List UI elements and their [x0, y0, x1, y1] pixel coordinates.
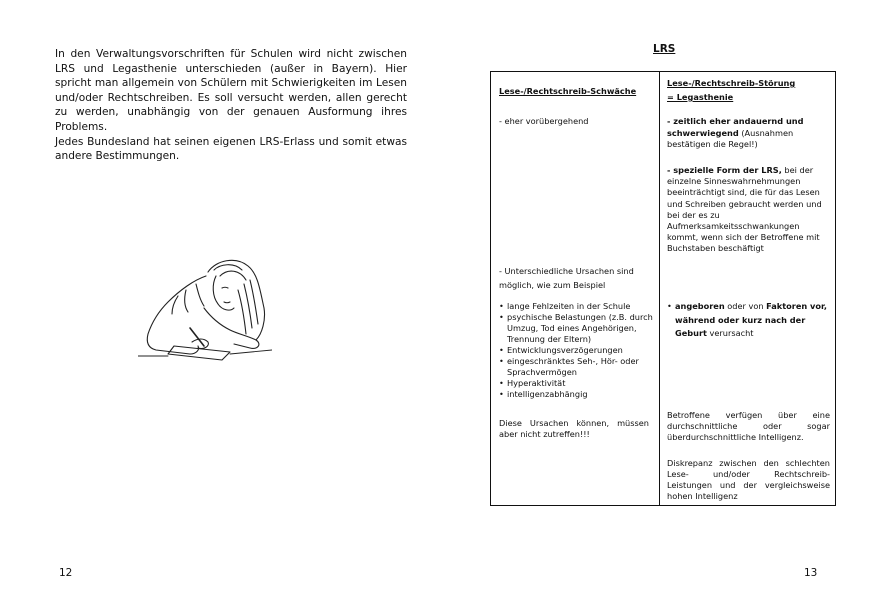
left-point-causes: - Unterschiedliche Ursachen sind möglich, wie zum Beispiel	[499, 266, 634, 290]
left-column-header: Lese-/Rechtschreib-Schwäche	[499, 86, 637, 96]
causes-list	[499, 301, 654, 400]
page-title: LRS	[653, 43, 676, 55]
cause-item: • Entwicklungsverzögerungen	[499, 345, 654, 356]
girl-writing-illustration	[138, 250, 272, 368]
cause-item: • Hyperaktivität	[499, 378, 654, 389]
right-point-special-form-bold: - spezielle Form der LRS,	[667, 165, 782, 175]
right-point-intelligence: Betroffene verfügen über eine durchschnittliche oder sogar überdurchschnittliche Intelligenz.	[667, 410, 830, 442]
right-point-special-form-rest: bei der einzelne Sinneswahrnehmungen beeinträchtigt sind, die für das Lesen und Schreiben gebraucht werden und bei der es zu Aufmerksamkeitsschwankungen kommt, wenn sich der Betroffene mit Buchstaben beschäftigt	[667, 165, 822, 254]
right-point-lasting	[667, 116, 832, 151]
bullet-icon: •	[667, 301, 672, 311]
left-note-causes: Diese Ursachen können, müssen aber nicht zutreffen!!!	[499, 418, 649, 439]
intro-paragraph-2: Jedes Bundesland hat seinen eigenen LRS-Erlass und somit etwas andere Bestimmungen.	[55, 135, 407, 163]
left-page	[0, 0, 436, 612]
cause-item: • eingeschränktes Seh-, Hör- oder Sprachvermögen	[499, 356, 654, 378]
right-point-congenital-b: oder von	[724, 301, 767, 311]
right-page	[436, 0, 873, 612]
left-arm	[147, 334, 198, 354]
right-header-line-2: = Legasthenie	[667, 92, 734, 102]
lrs-comparison-table	[490, 71, 836, 506]
mouth	[224, 302, 230, 303]
page-number-right: 13	[804, 567, 818, 579]
right-point-congenital-c: Faktoren vor, während oder kurz nach der Geburt	[675, 301, 827, 338]
right-point-congenital	[667, 300, 832, 341]
column-divider	[659, 72, 660, 505]
right-point-lasting-rest: (Ausnahmen bestätigen die Regel!)	[667, 127, 794, 149]
causes-list-wrapper	[499, 301, 654, 400]
table-edge	[138, 350, 272, 356]
sweater-lines	[172, 284, 204, 314]
right-point-discrepancy: Diskrepanz zwischen den schlechten Lese- und/oder Rechtschreib-Leistungen und der vergleichsweise hohen Intelligenz	[667, 458, 830, 501]
right-point-lasting-bold: - zeitlich eher andauernd und schwerwiegend	[667, 116, 804, 138]
page-number-left: 12	[59, 567, 73, 579]
right-point-congenital-a: angeboren	[675, 301, 725, 311]
eye	[222, 287, 228, 288]
cause-item: • psychische Belastungen (z.B. durch Umzug, Tod eines Angehörigen, Trennung der Eltern)	[499, 312, 654, 345]
cause-item: • intelligenzabhängig	[499, 389, 654, 400]
right-header-line-1: Lese-/Rechtschreib-Störung	[667, 78, 796, 88]
right-column-header	[667, 78, 832, 103]
shoulder-back	[148, 276, 206, 334]
pencil	[190, 328, 204, 346]
hair-strands	[214, 265, 258, 334]
left-point-temporary: - eher vorübergehend	[499, 116, 589, 126]
right-point-special-form	[667, 165, 832, 255]
face	[213, 276, 234, 310]
intro-paragraph-1: In den Verwaltungsvorschriften für Schulen wird nicht zwischen LRS und Legasthenie unterschieden (außer in Bayern). Hier spricht man allgemein von Schülern mit Schwierigkeiten im Lesen und/oder Rechtschreiben. Es soll versucht werden, allen gerecht zu werden, unabhängig von der genauen Ausformung ihres Problems.	[55, 48, 407, 133]
cause-item: • lange Fehlzeiten in der Schule	[499, 301, 654, 312]
intro-text	[55, 47, 407, 164]
right-point-congenital-d: verursacht	[706, 328, 754, 338]
right-arm	[204, 308, 259, 348]
